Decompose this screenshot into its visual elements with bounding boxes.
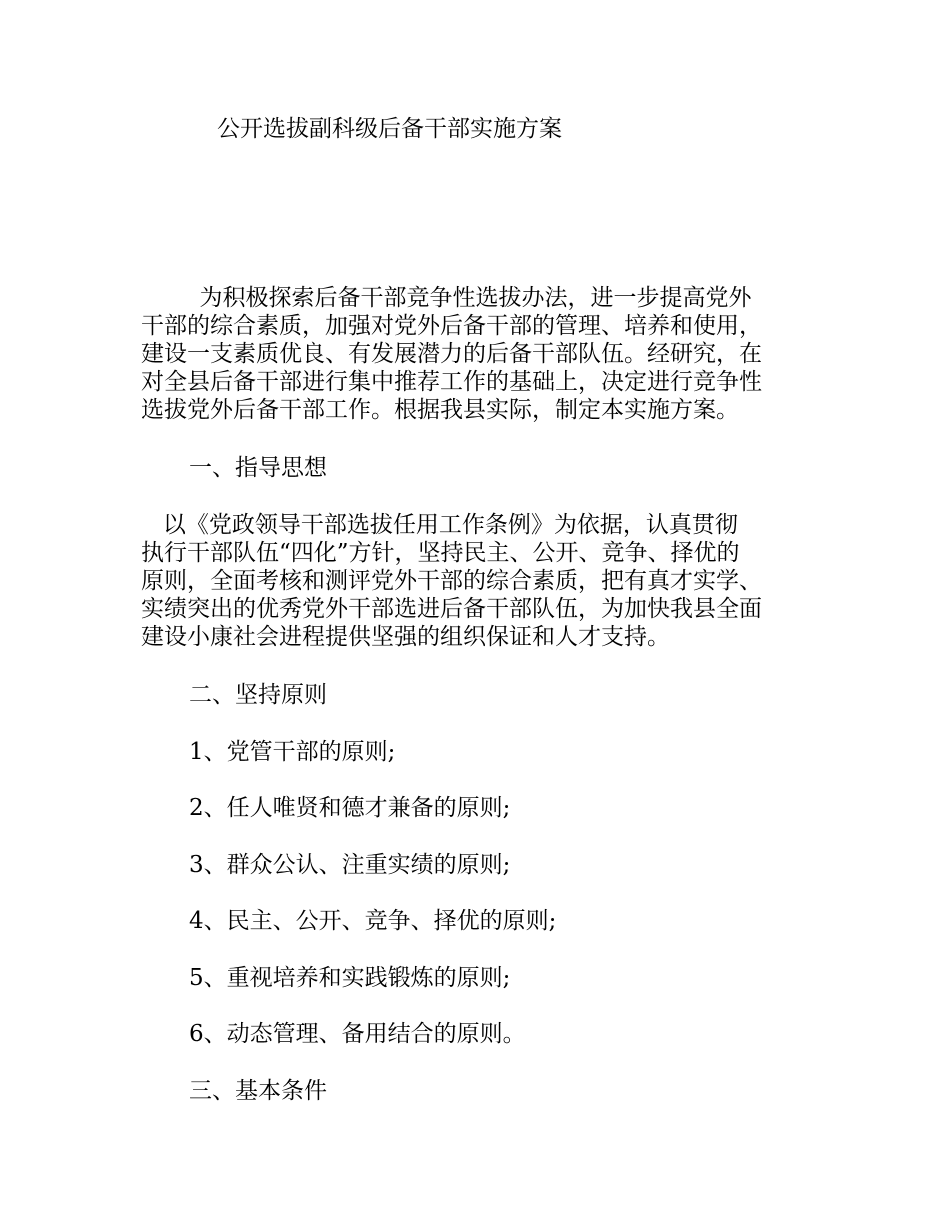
intro-paragraph: [141, 284, 821, 424]
document-title: 公开选拔副科级后备干部实施方案: [217, 116, 562, 142]
guiding-thought-paragraph: [141, 511, 821, 651]
principle-item-1: 1、党管干部的原则;: [189, 739, 396, 765]
guiding-thought-line: 以《党政领导干部选拔任用工作条例》为依据，认真贯彻: [141, 512, 738, 538]
guiding-thought-line: 实绩突出的优秀党外干部选进后备干部队伍，为加快我县全面: [141, 596, 762, 622]
intro-line: 干部的综合素质，加强对党外后备干部的管理、培养和使用，: [141, 313, 762, 339]
principle-item-6: 6、动态管理、备用结合的原则。: [189, 1021, 526, 1047]
section-heading-principles: 二、坚持原则: [189, 682, 327, 708]
intro-line: 选拔党外后备干部工作。根据我县实际，制定本实施方案。: [141, 397, 739, 423]
intro-line: 为积极探索后备干部竞争性选拔办法，进一步提高党外: [141, 285, 752, 311]
principle-item-5: 5、重视培养和实践锻炼的原则;: [189, 965, 511, 991]
intro-line: 建设一支素质优良、有发展潜力的后备干部队伍。经研究，在: [141, 341, 762, 367]
section-heading-guiding-thought: 一、指导思想: [189, 455, 327, 481]
guiding-thought-line: 原则，全面考核和测评党外干部的综合素质，把有真才实学、: [141, 568, 762, 594]
section-heading-basic-conditions: 三、基本条件: [189, 1078, 327, 1104]
intro-line: 对全县后备干部进行集中推荐工作的基础上，决定进行竞争性: [141, 369, 762, 395]
guiding-thought-line: 建设小康社会进程提供坚强的组织保证和人才支持。: [141, 624, 670, 650]
principle-item-4: 4、民主、公开、竞争、择优的原则;: [189, 908, 557, 934]
principle-item-3: 3、群众公认、注重实绩的原则;: [189, 852, 511, 878]
principle-item-2: 2、任人唯贤和德才兼备的原则;: [189, 795, 511, 821]
guiding-thought-line: 执行干部队伍“四化”方针，坚持民主、公开、竞争、择优的: [141, 540, 740, 566]
